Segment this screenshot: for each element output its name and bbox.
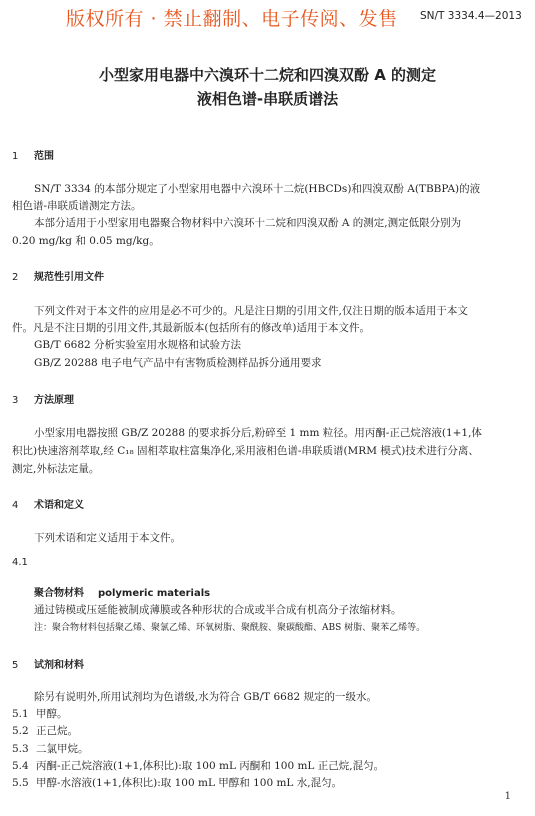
- reference-gbt-6682: GB/T 6682 分析实验室用水规格和试验方法: [34, 339, 242, 351]
- section-3-para-line-1: 小型家用电器按照 GB/Z 20288 的要求拆分后,粉碎至 1 mm 粒径。用丙酮-正己烷溶液(1+1,体: [34, 427, 482, 439]
- list-item-number: 5.1: [12, 708, 29, 720]
- term-definition: 通过铸模或压延能被制成薄膜或各种形状的合成或半合成有机高分子浓缩材料。: [34, 604, 402, 616]
- term-entry: [34, 584, 210, 599]
- list-item-number: 5.4: [12, 760, 29, 772]
- list-item: [12, 758, 384, 773]
- section-4-para: 下列术语和定义适用于本文件。: [34, 532, 181, 544]
- section-2-para-line-2: 件。凡是不注日期的引用文件,其最新版本(包括所有的修改单)适用于本文件。: [12, 322, 371, 334]
- list-item: [12, 723, 78, 738]
- section-1-para-2-line-1: 本部分适用于小型家用电器聚合物材料中六溴环十二烷和四溴双酚 A 的测定,测定低限分别为: [34, 217, 462, 229]
- section-1-para-1-line-2: 相色谱-串联质谱测定方法。: [12, 200, 142, 212]
- section-1-title: 范围: [34, 151, 54, 162]
- term-chinese: 聚合物材料: [34, 588, 84, 599]
- section-3-heading: [12, 391, 74, 406]
- section-4-number: 4: [12, 500, 19, 511]
- section-3-para-line-2: 积比)快速溶剂萃取,经 C₁₈ 固相萃取柱富集净化,采用液相色谱-串联质谱(MRM 模式)技术进行分离、: [12, 445, 479, 457]
- list-item-text: 丙酮-正己烷溶液(1+1,体积比):取 100 mL 丙酮和 100 mL 正己烷,混匀。: [36, 760, 385, 772]
- section-1-para-2-line-2: 0.20 mg/kg 和 0.05 mg/kg。: [12, 235, 160, 247]
- section-2-number: 2: [12, 272, 19, 283]
- term-note: 注：聚合物材料包括聚乙烯、聚氯乙烯、环氧树脂、聚酰胺、聚碳酸酯、ABS 树脂、聚苯乙烯等。: [34, 623, 426, 633]
- section-2-heading: [12, 268, 104, 283]
- list-item: [12, 706, 68, 721]
- copyright-watermark: 版权所有 · 禁止翻制、电子传阅、发售: [66, 8, 398, 30]
- section-3-title: 方法原理: [34, 395, 74, 406]
- document-title-line2: 液相色谱-串联质谱法: [196, 90, 339, 108]
- section-4-heading: [12, 496, 84, 511]
- section-1-para-1-line-1: SN/T 3334 的本部分规定了小型家用电器中六溴环十二烷(HBCDs)和四溴双酚 A(TBBPA)的液: [34, 183, 481, 195]
- document-title-line1: 小型家用电器中六溴环十二烷和四溴双酚 A 的测定: [98, 66, 437, 84]
- section-1-number: 1: [12, 151, 19, 162]
- list-item-text: 正己烷。: [36, 725, 78, 737]
- section-1-heading: [12, 147, 54, 162]
- section-2-title: 规范性引用文件: [34, 272, 104, 283]
- section-5-title: 试剂和材料: [34, 660, 84, 671]
- section-3-number: 3: [12, 395, 19, 406]
- section-3-para-line-3: 测定,外标法定量。: [12, 463, 100, 475]
- page-number: 1: [504, 791, 511, 802]
- section-5-number: 5: [12, 660, 19, 671]
- term-english: polymeric materials: [97, 588, 211, 599]
- list-item-number: 5.3: [12, 743, 29, 755]
- list-item-number: 5.2: [12, 725, 29, 737]
- list-item-text: 甲醇。: [36, 708, 68, 720]
- list-item-text: 甲醇-水溶液(1+1,体积比):取 100 mL 甲醇和 100 mL 水,混匀。: [36, 777, 343, 789]
- section-2-para-line-1: 下列文件对于本文件的应用是必不可少的。凡是注日期的引用文件,仅注日期的版本适用于本文: [34, 305, 468, 317]
- section-5-heading: [12, 656, 84, 671]
- standard-code: SN/T 3334.4—2013: [420, 10, 522, 22]
- list-item: [12, 741, 89, 756]
- section-4-title: 术语和定义: [34, 500, 84, 511]
- list-item-number: 5.5: [12, 777, 29, 789]
- list-item: [12, 775, 342, 790]
- section-5-para: 除另有说明外,所用试剂均为色谱级,水为符合 GB/T 6682 规定的一级水。: [34, 691, 378, 703]
- list-item-text: 二氯甲烷。: [36, 743, 89, 755]
- reference-gbz-20288: GB/Z 20288 电子电气产品中有害物质检测样品拆分通用要求: [34, 357, 322, 369]
- subsection-4-1-number: 4.1: [12, 557, 28, 568]
